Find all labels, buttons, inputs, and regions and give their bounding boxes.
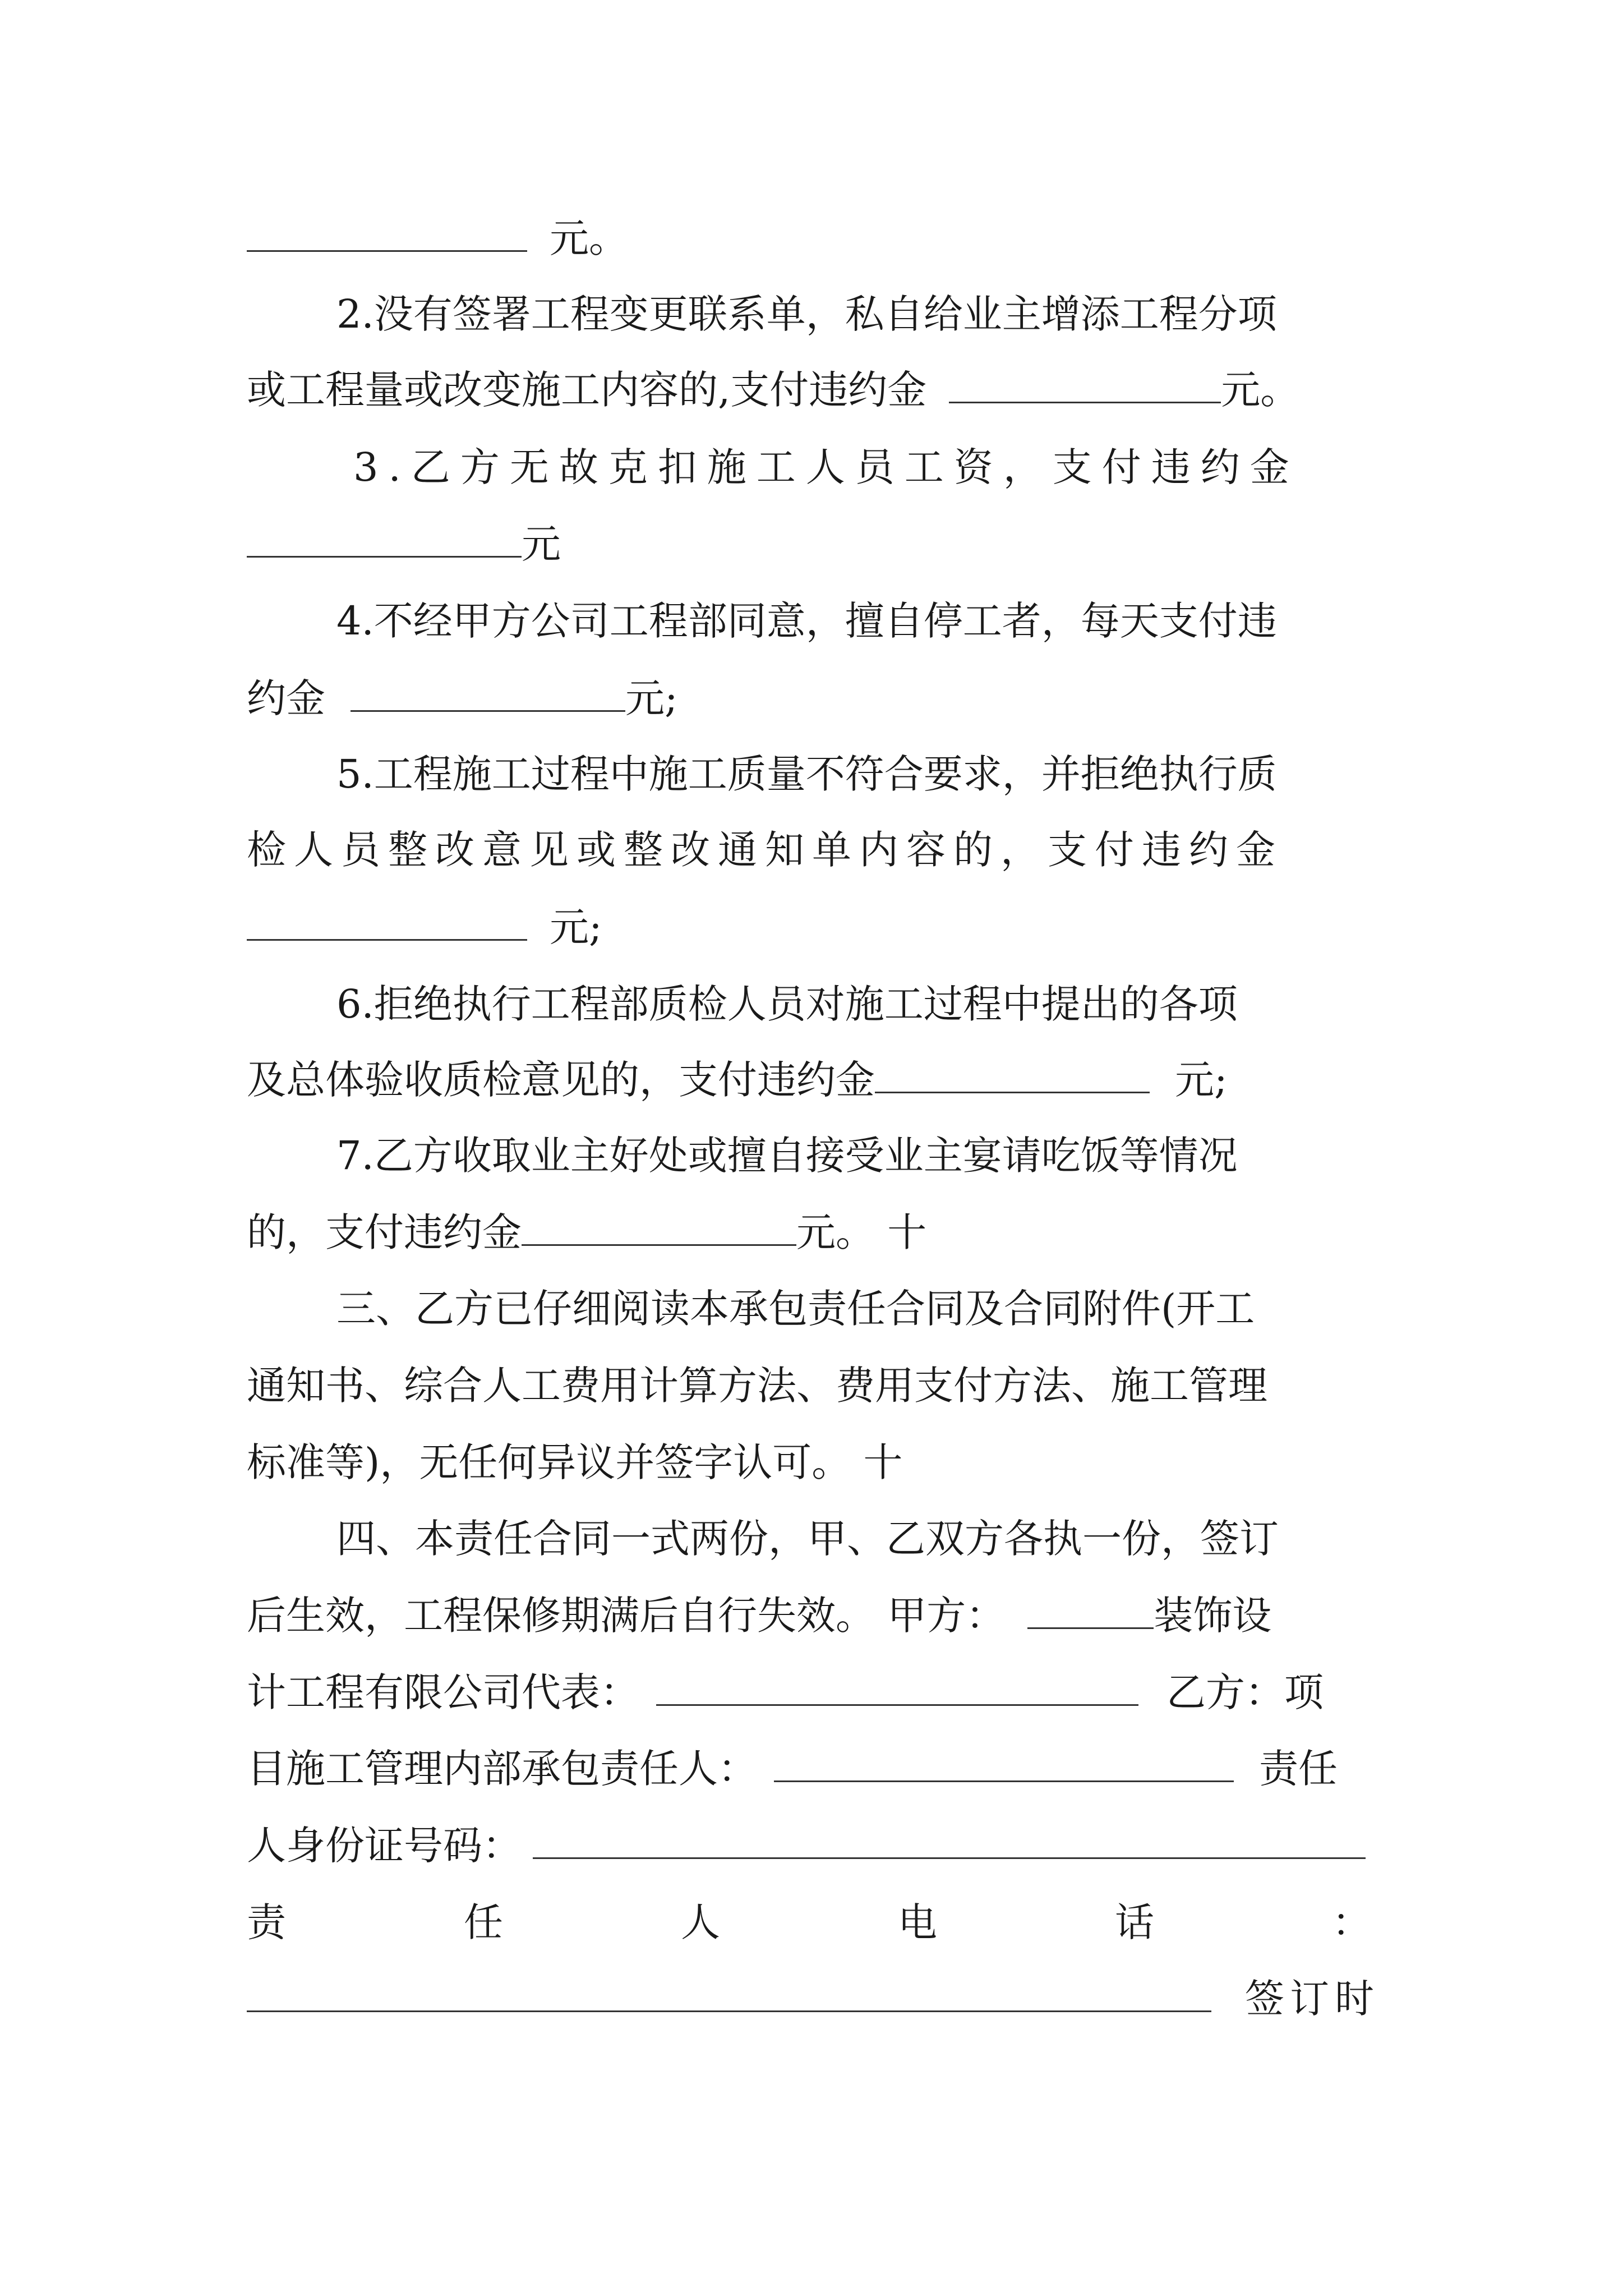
clause-5-line-1 [336, 749, 1277, 799]
phone-label-char: 人 [681, 1899, 720, 1945]
clause-4-line-2 [247, 673, 678, 724]
clause-5-line-3 [247, 902, 602, 953]
text-segment: 签订时 [1245, 1976, 1380, 2022]
text-segment: 元; [550, 904, 602, 950]
clause-2-line-2 [247, 365, 1299, 415]
fill-blank[interactable] [247, 215, 527, 252]
phone-label-char: 任 [464, 1899, 503, 1945]
fill-blank[interactable] [351, 675, 625, 712]
phone-label-line [247, 1897, 1371, 1948]
text-segment: 目施工管理内部承包责任人： [247, 1746, 757, 1792]
text-segment: 7.乙方收取业主好处或擅自接受业主宴请吃饭等情况 [336, 1133, 1238, 1179]
text-segment: 四、本责任合同一式两份，甲、乙双方各执一份，签订 [336, 1516, 1279, 1562]
text-segment: 三、乙方已仔细阅读本承包责任合同及合同附件(开工 [336, 1286, 1255, 1332]
section-4-line-1 [336, 1513, 1279, 1564]
text-segment: 元。 [550, 215, 628, 261]
party-a-company-blank[interactable] [1027, 1593, 1154, 1629]
fill-blank[interactable] [247, 904, 527, 941]
section-4-line-2 [247, 1590, 1271, 1641]
contractor-blank[interactable] [774, 1746, 1234, 1782]
text-segment: 计工程有限公司代表： [247, 1669, 639, 1715]
text-segment: 元; [1175, 1057, 1228, 1103]
clause-4-line-1 [336, 596, 1277, 646]
text-segment: 元 [522, 521, 561, 567]
text-segment: 元。 十 [796, 1209, 927, 1255]
text-segment: 约金 [247, 675, 325, 721]
clause-6-line-1 [336, 979, 1238, 1029]
phone-blank[interactable] [247, 1976, 1211, 2012]
clause-7-line-2 [247, 1207, 926, 1258]
text-segment: 元。 [1221, 367, 1300, 413]
clause-6-line-2 [247, 1055, 1228, 1105]
clause-5-line-2 [247, 825, 1283, 875]
section-4-line-5 [247, 1820, 1366, 1871]
text-segment: 人身份证号码： [247, 1823, 522, 1869]
phone-label-char: 话 [1115, 1899, 1154, 1945]
clause-2-line-1 [336, 289, 1277, 339]
clause-3-line-1 [353, 442, 1299, 493]
text-segment: 的，支付违约金 [247, 1209, 522, 1255]
text-segment: 元; [625, 675, 678, 721]
id-number-blank[interactable] [533, 1823, 1366, 1859]
party-a-representative-blank[interactable] [656, 1669, 1138, 1706]
clause-7-line-1 [336, 1130, 1238, 1181]
text-segment: 5.工程施工过程中施工质量不符合要求，并拒绝执行质 [336, 751, 1277, 797]
text-segment: 6.拒绝执行工程部质检人员对施工过程中提出的各项 [336, 981, 1238, 1027]
phone-label-char: ： [1332, 1899, 1371, 1945]
fill-blank[interactable] [247, 521, 522, 558]
text-segment: 2.没有签署工程变更联系单，私自给业主增添工程分项 [336, 291, 1277, 337]
clause-3-line-2 [247, 519, 561, 569]
text-segment: 乙方：项 [1166, 1669, 1324, 1715]
section-4-line-4 [247, 1743, 1338, 1794]
text-segment: 4.不经甲方公司工程部同意，擅自停工者，每天支付违 [336, 598, 1277, 644]
fill-blank[interactable] [875, 1057, 1150, 1093]
fill-blank[interactable] [949, 367, 1221, 403]
text-line [247, 213, 628, 264]
text-segment: 责任 [1259, 1746, 1338, 1792]
text-segment: 检人员整改意见或整改通知单内容的，支付违约金 [247, 827, 1283, 873]
section-3-line-1 [336, 1283, 1255, 1334]
text-segment: 及总体验收质检意见的，支付违约金 [247, 1057, 875, 1103]
text-segment: 标准等)，无任何异议并签字认可。 十 [247, 1439, 903, 1485]
text-segment: 装饰设 [1154, 1593, 1272, 1639]
section-4-line-3 [247, 1667, 1324, 1718]
text-segment: 通知书、综合人工费用计算方法、费用支付方法、施工管理 [247, 1363, 1267, 1409]
section-3-line-3 [247, 1437, 903, 1488]
fill-blank[interactable] [522, 1209, 796, 1246]
text-segment: 后生效，工程保修期满后自行失效。 甲方： [247, 1593, 1006, 1639]
signing-line [247, 1973, 1380, 2024]
text-segment: 或工程量或改变施工内容的,支付违约金 [247, 367, 927, 413]
phone-label-char: 责 [247, 1899, 286, 1945]
text-segment: 3.乙方无故克扣施工人员工资，支付违约金 [353, 444, 1299, 490]
phone-label-char: 电 [898, 1899, 937, 1945]
section-3-line-2 [247, 1360, 1267, 1411]
